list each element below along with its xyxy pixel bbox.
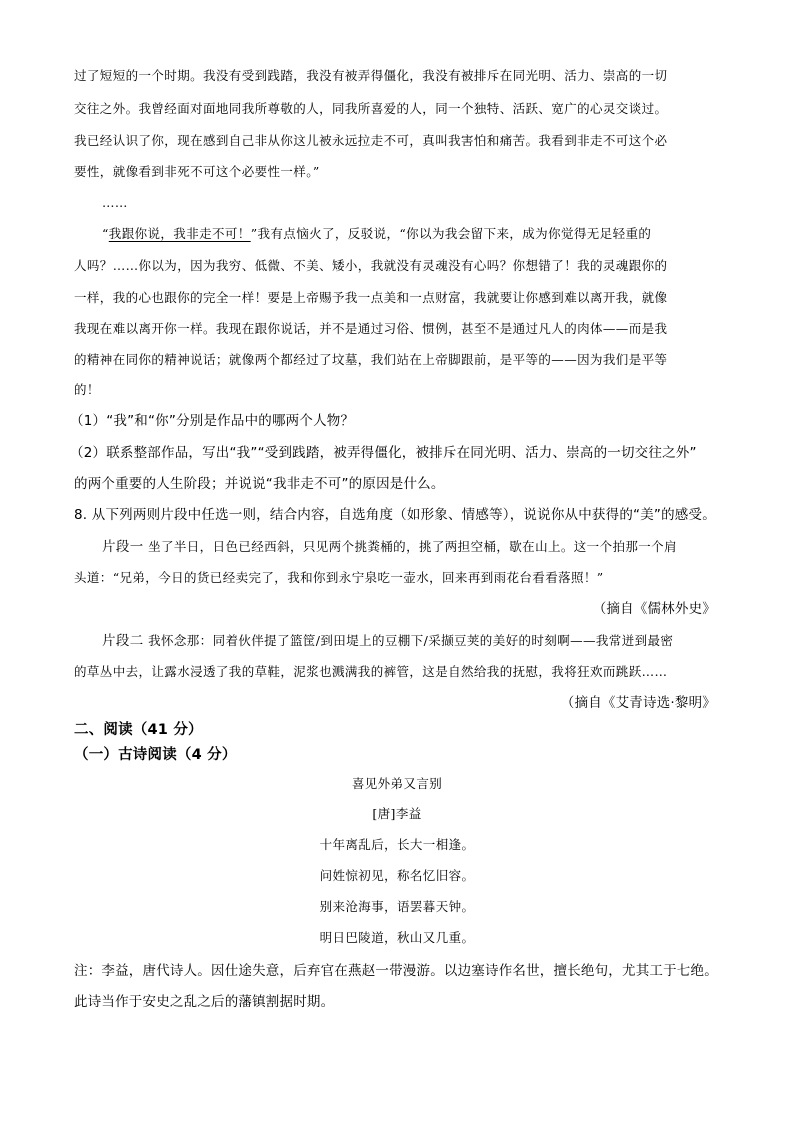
question-1: （1）“我”和“你”分别是作品中的哪两个人物？	[70, 413, 355, 429]
quote-open: “	[102, 226, 109, 241]
poem-line: 别来沧海事，语罢暮天钟。	[319, 899, 475, 914]
excerpt-2-source: （摘自《艾青诗选·黎明》	[560, 695, 716, 711]
passage-line: 过了短短的一个时期。我没有受到践踏，我没有被弄得僵化，我没有被排斥在同光明、活力、崇高的一切	[74, 68, 668, 83]
poem-line: 问姓惊初见，称名忆旧容。	[319, 868, 475, 883]
note-line: 此诗当作于安史之乱之后的藩镇割据时期。	[74, 994, 335, 1010]
note-line: 注：李益，唐代诗人。因仕途失意，后弃官在燕赵一带漫游。以边塞诗作名世，擅长绝句，尤其工于七绝。	[74, 963, 718, 979]
poem-line: 明日巴陵道，秋山又几重。	[319, 930, 475, 945]
passage-line: 人吗？……你以为，因为我穷、低微、不美、矮小，我就没有灵魂没有心吗？你想错了！我的灵魂跟你的	[74, 258, 668, 273]
passage-line: 我已经认识了你，现在感到自己非从你这儿被永远拉走不可，真叫我害怕和痛苦。我看到非走不可这个必	[74, 133, 668, 148]
quote-rest: ”我有点恼火了，反驳说，“你以为我会留下来，成为你觉得无足轻重的	[250, 226, 652, 241]
question-2: （2）联系整部作品，写出“我”“受到践踏，被弄得僵化，被排斥在同光明、活力、崇高的一切交往之外”	[70, 445, 697, 461]
passage-line: 的！	[74, 382, 100, 397]
excerpt-1-line: 头道：“兄弟，今日的货已经卖完了，我和你到永宁泉吃一壶水，回来再到雨花台看看落照！”	[74, 570, 604, 585]
underlined-quote: 我跟你说，我非走不可！	[108, 226, 251, 241]
passage-line: 我现在难以离开你一样。我现在跟你说话，并不是通过习俗、惯例，甚至不是通过凡人的肉体——而是我	[74, 321, 668, 336]
poem-author: [唐]李益	[372, 806, 422, 821]
excerpt-1-source: （摘自《儒林外史》	[592, 601, 716, 617]
excerpt-2-line	[74, 632, 720, 650]
excerpt-1-label: 片段一	[102, 539, 144, 555]
passage-line: 交往之外。我曾经面对面地同我所尊敬的人，同我所喜爱的人，同一个独特、活跃、宽广的心灵交谈过。	[74, 101, 668, 116]
section-subheading: （一）古诗阅读（4 分）	[74, 747, 237, 763]
passage-line: 的精神在同你的精神说话；就像两个都经过了坟墓，我们站在上帝脚跟前，是平等的——因为我们是平等	[74, 352, 668, 367]
excerpt-2-label: 片段二	[102, 633, 144, 649]
passage-line: 一样，我的心也跟你的完全一样！要是上帝赐予我一点美和一点财富，我就要让你感到难以离开我，就像	[74, 290, 668, 305]
excerpt-1-text: 坐了半日，日色已经西斜，只见两个挑粪桶的，挑了两担空桶，歇在山上。这一个拍那一个肩	[148, 539, 677, 554]
poem-line: 十年离乱后，长大一相逢。	[319, 837, 475, 852]
question-2-cont: 的两个重要的人生阶段；并说说“我非走不可”的原因是什么。	[74, 476, 445, 492]
section-heading: 二、阅读（41 分）	[74, 722, 203, 738]
question-8: 8. 从下列两则片段中任选一则，结合内容，自选角度（如形象、情感等），说说你从中获得的“美”的感受。	[74, 507, 716, 523]
excerpt-2-line: 的草丛中去，让露水浸透了我的草鞋，泥浆也溅满我的裤管，这是自然给我的抚慰，我将狂欢而跳跃……	[74, 664, 668, 679]
excerpt-1-line	[74, 538, 720, 556]
poem-title: 喜见外弟又言别	[351, 776, 443, 791]
excerpt-2-text: 我怀念那：同着伙伴提了篮筐/到田堤上的豆棚下/采撷豆荚的美好的时刻啊——我常迸到最密	[148, 633, 674, 648]
passage-line: 要性，就像看到非死不可这个必要性一样。”	[74, 164, 320, 179]
ellipsis: ……	[102, 195, 128, 210]
passage-line	[74, 225, 720, 243]
